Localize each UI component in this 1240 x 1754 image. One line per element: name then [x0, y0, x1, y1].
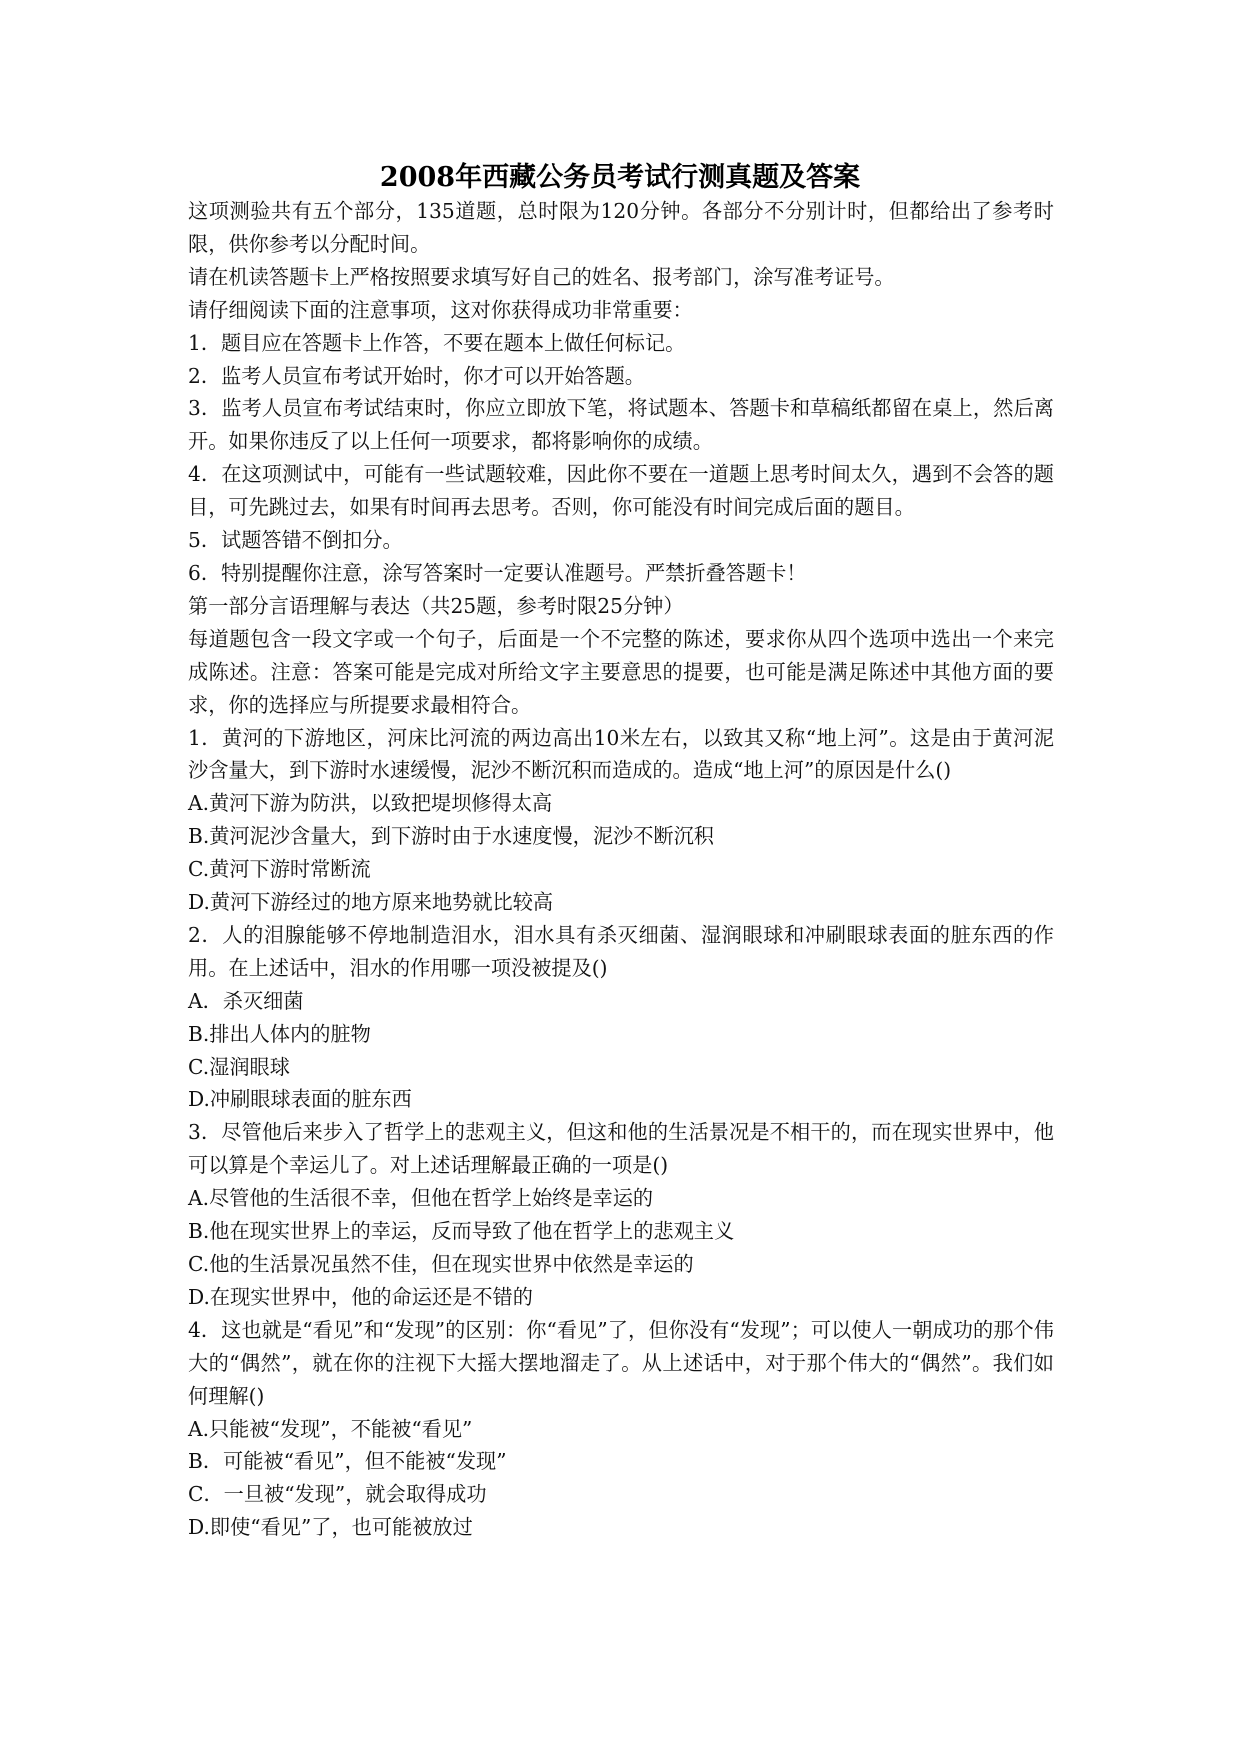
question-stem: 2．人的泪腺能够不停地制造泪水，泪水具有杀灭细菌、湿润眼球和冲刷眼球表面的脏东西的作用。在上述话中，泪水的作用哪一项没被提及(): [188, 922, 1054, 980]
answer-option: D.黄河下游经过的地方原来地势就比较高: [188, 890, 554, 915]
notice-item: 5．试题答错不倒扣分。: [188, 528, 403, 553]
answer-option: C.湿润眼球: [188, 1054, 290, 1079]
section-heading: 第一部分言语理解与表达（共25题，参考时限25分钟）: [188, 593, 684, 618]
answer-option: A．杀灭细菌: [188, 988, 304, 1013]
notice-item: 4．在这项测试中，可能有一些试题较难，因此你不要在一道题上思考时间太久，遇到不会答的题目，可先跳过去，如果有时间再去思考。否则，你可能没有时间完成后面的题目。: [188, 462, 1054, 520]
section-instructions: 每道题包含一段文字或一个句子，后面是一个不完整的陈述，要求你从四个选项中选出一个来完成陈述。注意：答案可能是完成对所给文字主要意思的提要，也可能是满足陈述中其他方面的要求，你的选择应与所提要求最相符合。: [188, 626, 1054, 717]
answer-option: C.他的生活景况虽然不佳，但在现实世界中依然是幸运的: [188, 1252, 694, 1276]
notice-item: 6．特别提醒你注意，涂写答案时一定要认准题号。严禁折叠答题卡！: [188, 560, 807, 585]
intro-paragraph: 这项测验共有五个部分，135道题，总时限为120分钟。各部分不分别计时，但都给出了参考时限，供你参考以分配时间。: [188, 199, 1054, 256]
notice-item: 2．监考人员宣布考试开始时，你才可以开始答题。: [188, 363, 645, 388]
question-stem: 1．黄河的下游地区，河床比河流的两边高出10米左右，以致其又称“地上河”。这是由于黄河泥沙含量大，到下游时水速缓慢，泥沙不断沉积而造成的。造成“地上河”的原因是什么(): [188, 725, 1054, 783]
document-body: [188, 195, 1054, 1544]
instruction-paragraph: 请仔细阅读下面的注意事项，这对你获得成功非常重要：: [188, 297, 693, 322]
notice-item: 1．题目应在答题卡上作答，不要在题本上做任何标记。: [188, 330, 686, 355]
answer-option: B．可能被“看见”，但不能被“发现”: [188, 1449, 507, 1474]
answer-option: B.他在现实世界上的幸运，反而导致了他在哲学上的悲观主义: [188, 1219, 735, 1244]
answer-option: A.黄河下游为防洪，以致把堤坝修得太高: [188, 791, 553, 816]
question-stem: 3．尽管他后来步入了哲学上的悲观主义，但这和他的生活景况是不相干的，而在现实世界中，他可以算是个幸运儿了。对上述话理解最正确的一项是(): [188, 1120, 1054, 1178]
answer-option: A.只能被“发现”，不能被“看见”: [188, 1416, 473, 1441]
instruction-paragraph: 请在机读答题卡上严格按照要求填写好自己的姓名、报考部门，涂写准考证号。: [188, 264, 895, 289]
answer-option: D.即使“看见”了，也可能被放过: [188, 1515, 473, 1540]
answer-option: D.冲刷眼球表面的脏东西: [188, 1087, 412, 1112]
answer-option: D.在现实世界中，他的命运还是不错的: [188, 1284, 533, 1309]
answer-option: A.尽管他的生活很不幸，但他在哲学上始终是幸运的: [188, 1186, 654, 1211]
answer-option: C．一旦被“发现”，就会取得成功: [188, 1482, 487, 1507]
page-title: 2008年西藏公务员考试行测真题及答案: [379, 162, 861, 193]
question-stem: 4．这也就是“看见”和“发现”的区别：你“看见”了，但你没有“发现”；可以使人一朝成功的那个伟大的“偶然”，就在你的注视下大摇大摆地溜走了。从上述话中，对于那个伟大的“偶然”。我们如何理解(): [188, 1317, 1054, 1408]
answer-option: B.排出人体内的脏物: [188, 1021, 371, 1046]
notice-item: 3．监考人员宣布考试结束时，你应立即放下笔，将试题本、答题卡和草稿纸都留在桌上，然后离开。如果你违反了以上任何一项要求，都将影响你的成绩。: [188, 396, 1054, 454]
answer-option: C.黄河下游时常断流: [188, 857, 371, 882]
answer-option: B.黄河泥沙含量大，到下游时由于水速度慢，泥沙不断沉积: [188, 824, 714, 849]
